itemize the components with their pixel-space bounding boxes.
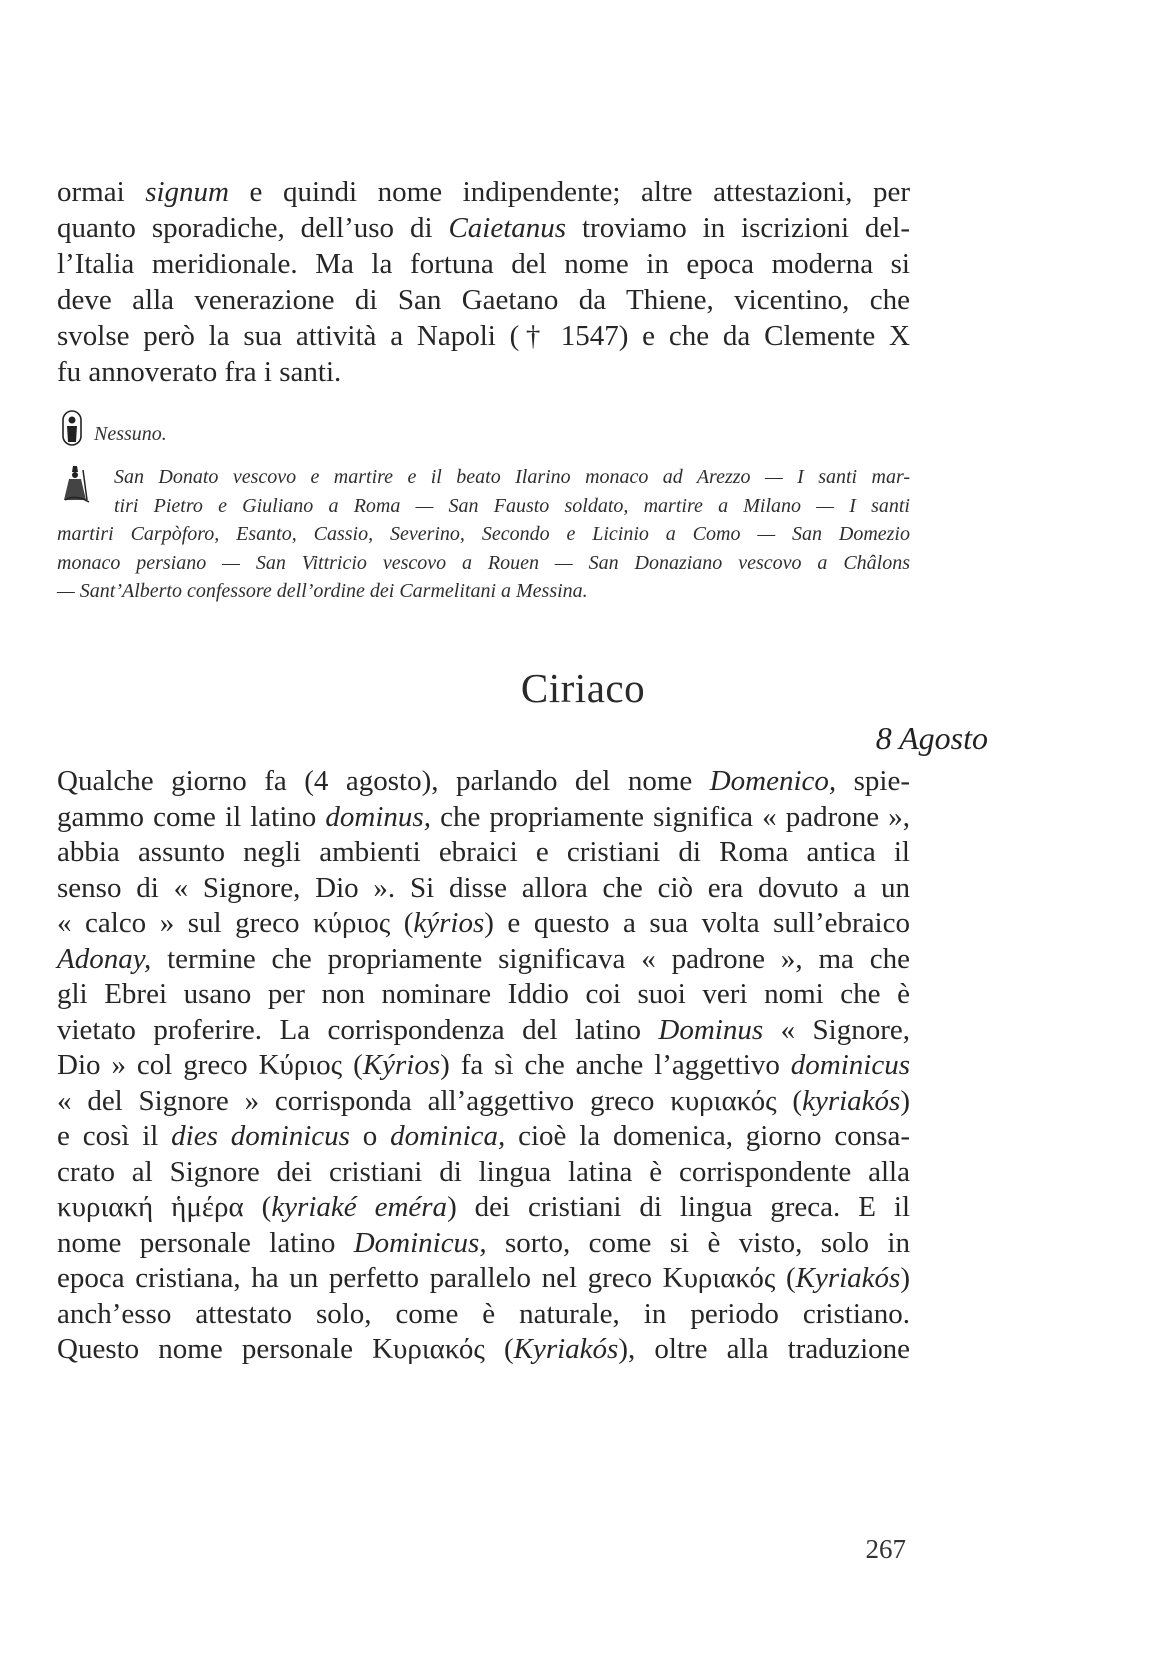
text-line <box>57 1297 910 1333</box>
text-run: « del Signore » corrisponda all’aggettivo greco κυριακός ( <box>57 1084 803 1117</box>
italic-term: Kyriakós <box>513 1333 619 1365</box>
text-run: ) e questo a sua volta sull’ebraico <box>484 907 910 939</box>
text-run: Questo nome personale Κυριακός ( <box>57 1333 514 1365</box>
text-run: Qualche giorno fa (4 agosto), parlando del nome <box>57 765 710 797</box>
text-run: gli Ebrei usano per non nominare Iddio coi suoi veri nomi che è <box>57 978 910 1010</box>
italic-term: signum <box>145 176 229 208</box>
text-run: anch’esso attestato solo, come è naturale, in periodo cristiano. <box>57 1297 910 1330</box>
italic-term: Domenico, <box>709 765 837 797</box>
saints-line: martiri Carpòforo, Esanto, Cassio, Severino, Secondo e Licinio a Como — San Domezio <box>57 523 910 546</box>
feast-date: 8 Agosto <box>875 720 988 756</box>
text-run: l’Italia meridionale. Ma la fortuna del nome in epoca moderna si <box>57 248 910 280</box>
text-run: epoca cristiana, ha un perfetto parallelo nel greco Κυριακός ( <box>57 1262 796 1294</box>
italic-term: Kýrios <box>362 1049 441 1081</box>
saint-figure-icon <box>62 410 82 446</box>
name-title: Ciriaco <box>520 665 646 711</box>
italic-term: kyriakós <box>802 1084 901 1117</box>
text-run: crato al Signore dei cristiani di lingua latina è corrispondente alla <box>57 1155 910 1188</box>
main-paragraph <box>57 764 910 1368</box>
text-run: nome personale latino <box>57 1226 354 1259</box>
text-run: ) <box>900 1262 910 1294</box>
text-line <box>57 354 910 390</box>
text-line <box>57 318 910 354</box>
text-line <box>57 1048 910 1084</box>
text-run: che propriamente significa « padrone », <box>430 800 910 833</box>
text-line <box>57 835 910 871</box>
text-line <box>57 246 910 282</box>
text-run: ) dei cristiani di lingua greca. E il <box>447 1191 910 1223</box>
text-run: fu annoverato fra i santi. <box>57 356 342 388</box>
text-run: « calco » sul greco κύριος ( <box>57 907 414 939</box>
italic-term: dominica, <box>390 1120 506 1152</box>
text-run: κυριακή ἡμέρα ( <box>57 1191 272 1223</box>
text-line <box>57 1226 910 1262</box>
text-run: troviamo in iscrizioni del- <box>566 212 910 244</box>
italic-term: kyriaké eméra <box>271 1191 448 1223</box>
text-line <box>57 1013 910 1049</box>
text-run: abbia assunto negli ambienti ebraici e cristiani di Roma antica il <box>57 836 910 868</box>
italic-term: Dominicus, <box>353 1226 487 1259</box>
saints-line: San Donato vescovo e martire e il beato Ilarino monaco ad Arezzo — I santi mar- <box>114 466 910 488</box>
text-run: deve alla venerazione di San Gaetano da Thiene, vicentino, che <box>57 284 910 316</box>
nessuno-note: Nessuno. <box>94 423 167 445</box>
text-line <box>57 1261 910 1297</box>
text-run: ), oltre alla traduzione <box>618 1333 911 1365</box>
page-number: 267 <box>865 1534 906 1564</box>
italic-term: Adonay, <box>57 942 152 975</box>
saints-line: tiri Pietro e Giuliano a Roma — San Fausto soldato, martire a Milano — I santi <box>114 494 910 517</box>
italic-term: dominicus <box>790 1049 911 1081</box>
text-run: quanto sporadiche, dell’uso di <box>57 212 449 244</box>
text-run: ) <box>900 1084 910 1117</box>
text-run: ) fa sì che anche l’aggettivo <box>440 1049 791 1081</box>
text-run: spie- <box>836 765 910 797</box>
text-run: senso di « Signore, Dio ». Si disse allora che ciò era dovuto a un <box>57 871 910 904</box>
text-line <box>57 1155 910 1191</box>
italic-term: dominus, <box>325 800 431 833</box>
text-line <box>57 942 910 978</box>
text-run: cioè la domenica, giorno consa- <box>505 1120 911 1152</box>
text-run: Dio » col greco Κύριος ( <box>57 1049 363 1081</box>
saints-line: — Sant’Alberto confessore dell’ordine dei Carmelitani a Messina. <box>57 580 588 603</box>
text-run: o <box>349 1120 391 1152</box>
text-run: ormai <box>57 176 146 208</box>
text-line <box>57 174 910 210</box>
italic-term: Dominus <box>658 1013 764 1046</box>
text-line <box>57 906 910 942</box>
text-run: sorto, come si è visto, solo in <box>486 1226 910 1259</box>
text-line <box>57 1190 910 1226</box>
italic-term: dies dominicus <box>171 1120 350 1152</box>
italic-term: kýrios <box>413 907 485 939</box>
text-line <box>57 800 910 836</box>
text-run: termine che propriamente significava « padrone », ma che <box>151 942 910 975</box>
text-line <box>57 210 910 246</box>
text-line <box>57 1119 910 1155</box>
saints-line: monaco persiano — San Vittricio vescovo a Rouen — San Donaziano vescovo a Châlons <box>57 551 910 574</box>
text-line <box>57 1084 910 1120</box>
text-line <box>57 977 910 1013</box>
text-line <box>57 282 910 318</box>
italic-term: Kyriakós <box>795 1262 901 1294</box>
text-run: vietato proferire. La corrispondenza del latino <box>57 1013 659 1046</box>
text-run: e così il <box>57 1120 172 1152</box>
saints-of-the-day <box>57 463 910 606</box>
text-line <box>57 871 910 907</box>
text-line <box>57 764 910 800</box>
text-line <box>57 1332 910 1368</box>
text-run: svolse però la sua attività a Napoli († 1547) e che da Clemente X <box>57 320 910 352</box>
text-run: « Signore, <box>763 1013 910 1046</box>
top-paragraph <box>57 174 910 390</box>
text-run: e quindi nome indipendente; altre attestazioni, per <box>229 176 910 208</box>
italic-term: Caietanus <box>448 212 567 244</box>
text-run: gammo come il latino <box>57 800 326 833</box>
